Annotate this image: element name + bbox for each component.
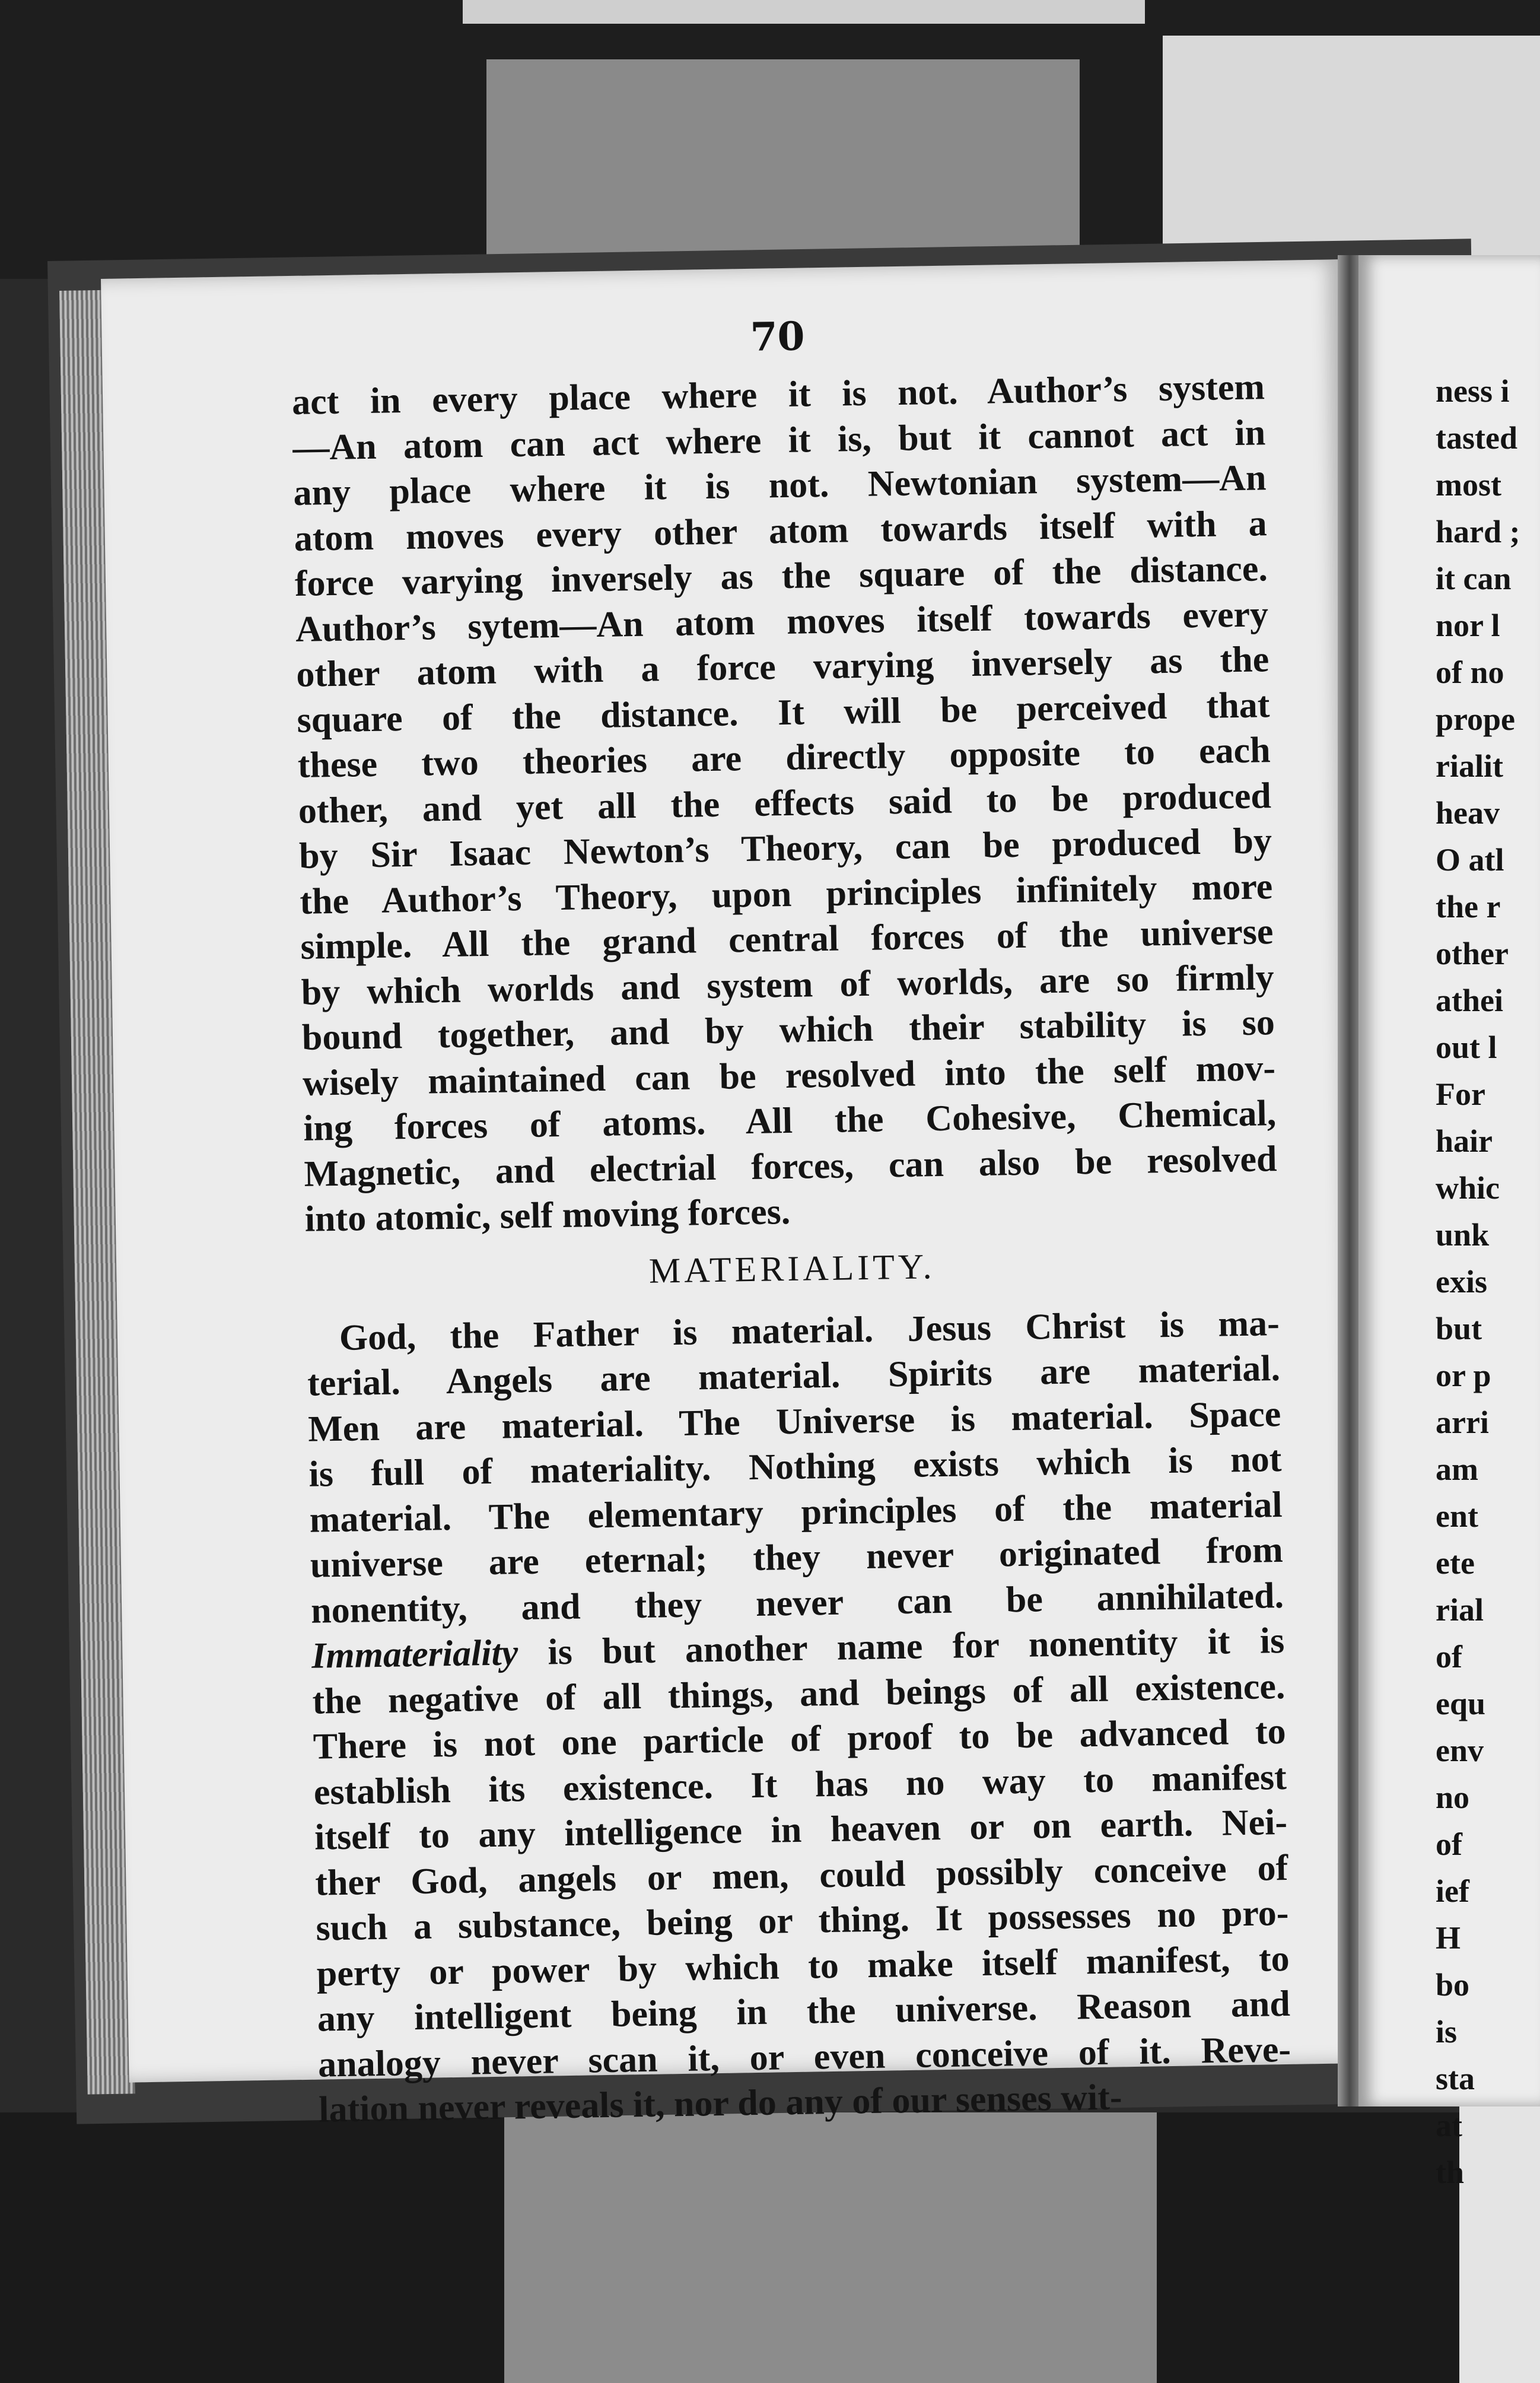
right-page-fragment: it can	[1436, 561, 1512, 596]
photo-background-bottom-panel	[504, 2112, 1157, 2383]
text-line: force varying inversely as the square of the distance.	[294, 548, 1268, 604]
text-line: by Sir Isaac Newton’s Theory, can be produced by	[298, 821, 1272, 876]
right-page-fragment: bo	[1436, 1967, 1470, 2003]
right-page-fragment: no	[1436, 1780, 1470, 1815]
text-line: bound together, and by which their stability is so	[301, 1002, 1275, 1058]
text-line: these two theories are directly opposite to each	[297, 730, 1271, 786]
section-heading: MATERIALITY.	[648, 1246, 936, 1291]
right-page-fragment: the r	[1436, 889, 1501, 924]
text-line: universe are eternal; they never originated from	[310, 1529, 1284, 1586]
text-line: the Author’s Theory, upon principles infinitely more	[299, 866, 1273, 922]
right-page-fragment: O atl	[1436, 842, 1504, 878]
right-page-fragment: equ	[1436, 1686, 1486, 1721]
italic-term: Immateriality	[311, 1632, 518, 1676]
text-line: terial. Angels are material. Spirits are material.	[307, 1348, 1281, 1404]
text-line: square of the distance. It will be perceived that	[297, 684, 1270, 741]
text-line: atom moves every other atom towards itself with a	[294, 503, 1268, 559]
text-line: God, the Father is material. Jesus Christ is ma-	[339, 1302, 1280, 1358]
right-page-fragment: ness i	[1436, 373, 1510, 409]
right-page-fragment: hard ;	[1436, 514, 1520, 549]
left-page-text	[291, 305, 1292, 2133]
right-page-fragment: tasted	[1436, 420, 1517, 456]
right-page-fragment: hair	[1436, 1123, 1493, 1159]
text-line: itself to any intelligence in heaven or on earth. Nei-	[314, 1801, 1288, 1858]
text-line: —An atom can act where it is, but it cannot act in	[292, 412, 1266, 468]
right-page-fragment: but	[1436, 1311, 1482, 1346]
text-line: the negative of all things, and beings of all existence.	[312, 1666, 1286, 1722]
text-line: There is not one particle of proof to be advanced to	[313, 1711, 1287, 1767]
right-page-fragment: heav	[1436, 795, 1500, 831]
text-line: nonentity, and they never can be annihilated.	[310, 1575, 1284, 1631]
book-gutter	[1338, 255, 1361, 2106]
right-page-fragment: rialit	[1436, 748, 1503, 784]
right-page-fragment: For	[1436, 1076, 1485, 1112]
right-page-fragment: athei	[1436, 983, 1503, 1018]
right-page-fragment: of	[1436, 1639, 1462, 1675]
right-page-fragment: of	[1436, 1826, 1462, 1862]
right-page-fragment: most	[1436, 467, 1501, 503]
right-page-fragment: of no	[1436, 654, 1504, 690]
right-page-fragment: or p	[1436, 1358, 1491, 1393]
right-page-fragment: am	[1436, 1451, 1478, 1487]
text-line: lation never reveals it, nor do any of our senses wit-	[318, 2077, 1122, 2130]
paragraph-2	[306, 1301, 1291, 2133]
text-line: by which worlds and system of worlds, are so firmly	[301, 957, 1275, 1013]
photo-background-panel	[486, 59, 1080, 273]
right-page-text	[1436, 368, 1540, 2196]
right-page-fragment: exis	[1436, 1264, 1487, 1299]
text-line: any place where it is not. Newtonian system—An	[293, 457, 1267, 513]
right-page-fragment: ief	[1436, 1873, 1469, 1909]
text-line: Men are material. The Universe is material. Space	[307, 1393, 1281, 1450]
right-page-fragment: at	[1436, 2108, 1462, 2143]
text-line: other, and yet all the effects said to be produced	[298, 775, 1272, 831]
text-fragment: is but another name for nonentity it is	[517, 1620, 1285, 1673]
text-line: material. The elementary principles of the material	[309, 1484, 1283, 1540]
right-page-fragment: unk	[1436, 1217, 1490, 1253]
right-page-fragment: prope	[1436, 701, 1516, 737]
text-line: analogy never scan it, or even conceive of it. Reve-	[317, 2029, 1291, 2085]
right-page-fragment: nor l	[1436, 608, 1500, 643]
right-page-fragment: H	[1436, 1920, 1461, 1956]
text-line: Magnetic, and electrial forces, can also be resolved	[304, 1138, 1277, 1194]
right-page-fragment: ete	[1436, 1545, 1475, 1581]
text-line: ing forces of atoms. All the Cohesive, Chemical,	[303, 1093, 1277, 1149]
text-line: wisely maintained can be resolved into the self mov-	[302, 1047, 1276, 1104]
text-line: Author’s sytem—An atom moves itself towards every	[295, 593, 1269, 650]
right-page-fragment: sta	[1436, 2061, 1475, 2096]
text-line: other atom with a force varying inversely as the	[295, 639, 1269, 695]
text-line: simple. All the grand central forces of the universe	[300, 911, 1274, 967]
right-page-fragment: other	[1436, 936, 1509, 971]
page-number: 70	[749, 313, 806, 360]
paragraph-1	[292, 364, 1278, 1242]
text-line: ther God, angels or men, could possibly conceive of	[314, 1847, 1288, 1904]
right-page-fragment: arri	[1436, 1405, 1489, 1440]
text-line: any intelligent being in the universe. Reason and	[317, 1983, 1291, 2039]
text-line: such a substance, being or thing. It possesses no pro-	[316, 1892, 1289, 1949]
right-page-fragment: is	[1436, 2014, 1458, 2050]
right-page-fragment: th	[1436, 2155, 1465, 2190]
right-page-fragment: out l	[1436, 1030, 1497, 1065]
text-line: act in every place where it is not. Author’s system	[291, 367, 1265, 422]
right-page-fragment: rial	[1436, 1592, 1484, 1628]
text-line: into atomic, self moving forces.	[304, 1191, 791, 1240]
photo-background-strip	[463, 0, 1145, 24]
right-page-fragment: ent	[1436, 1498, 1478, 1534]
right-page-fragment: whic	[1436, 1170, 1500, 1206]
text-line: is full of materiality. Nothing exists which is not	[308, 1439, 1282, 1495]
right-page-fragment: env	[1436, 1733, 1484, 1768]
text-line: perty or power by which to make itself manifest, to	[316, 1938, 1290, 1994]
text-line: establish its existence. It has no way to manifest	[313, 1756, 1287, 1813]
